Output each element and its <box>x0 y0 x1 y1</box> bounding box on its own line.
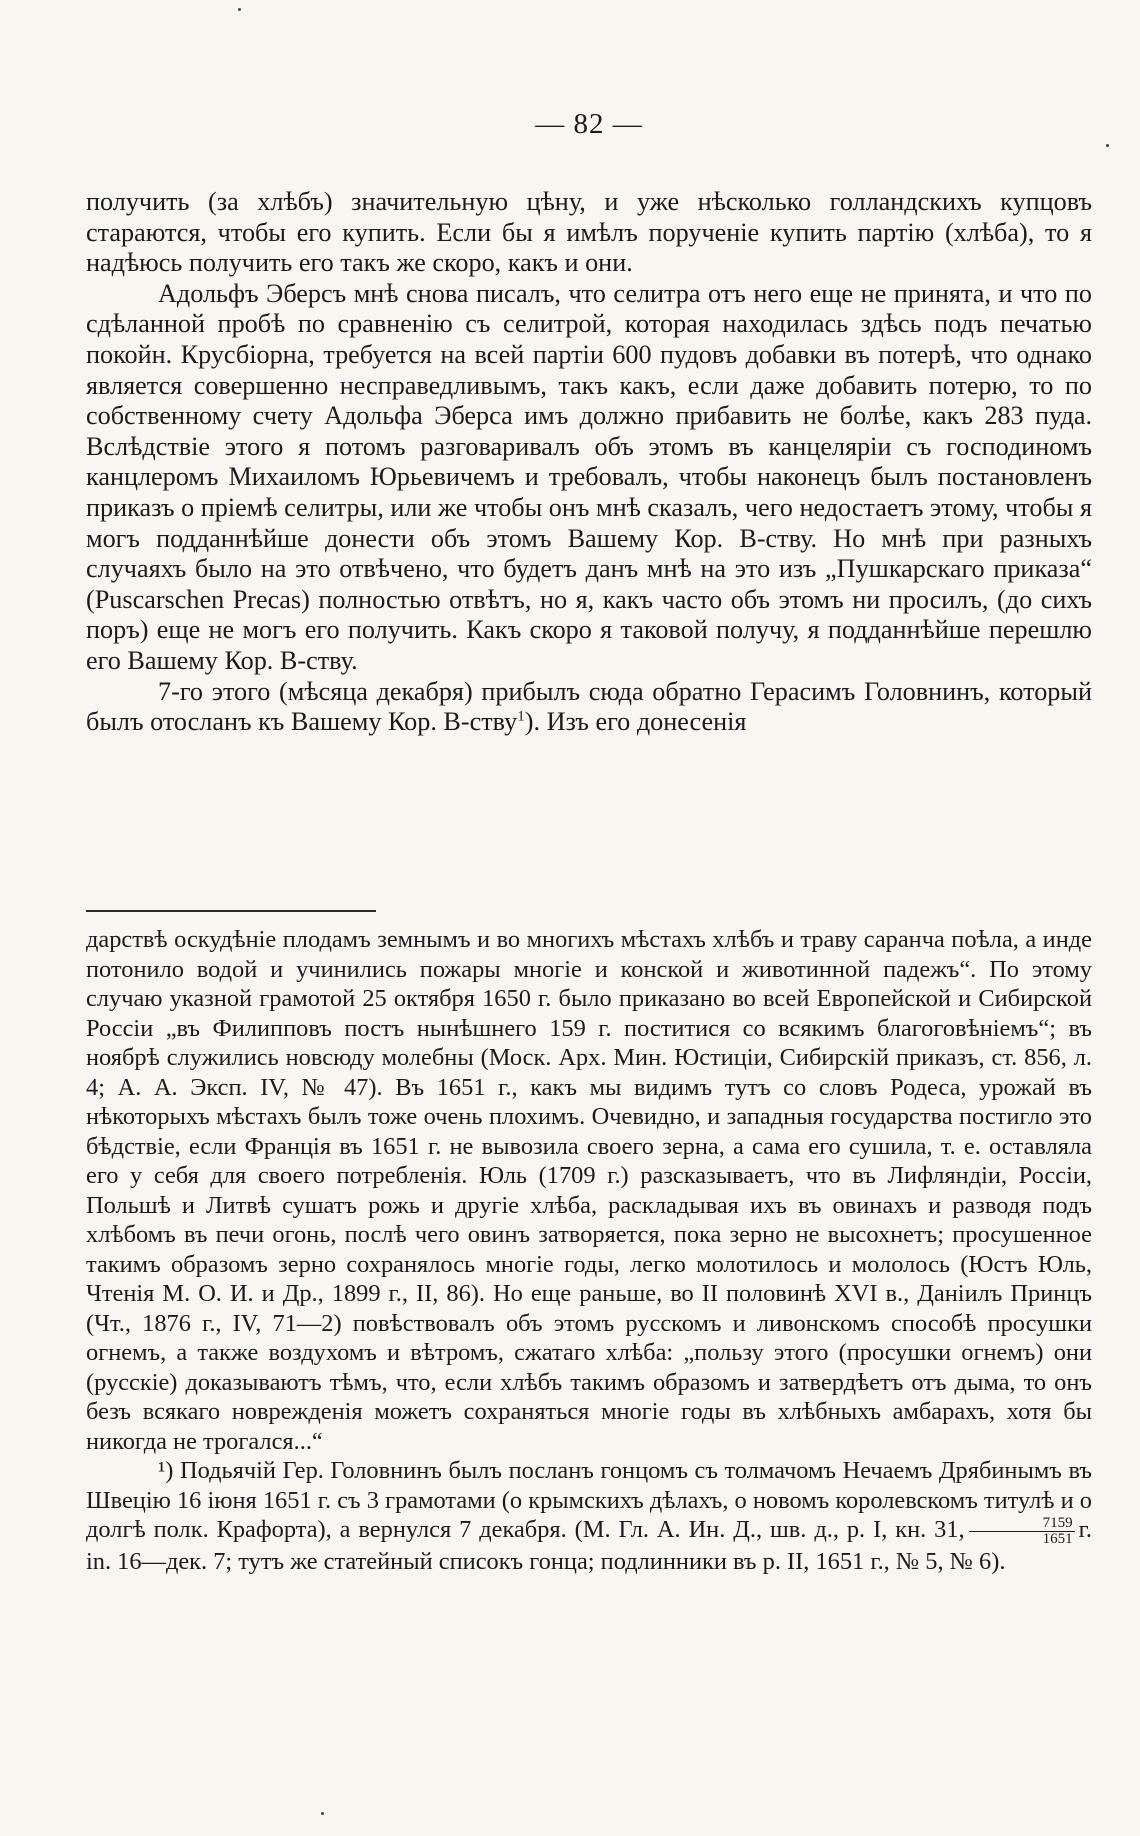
footnote-divider <box>86 910 376 912</box>
golovnin-text-end: ). Изъ его донесенія <box>524 707 747 737</box>
footnote-1 <box>86 1456 1092 1576</box>
paper-speck <box>1106 144 1109 147</box>
document-page <box>86 0 1092 1836</box>
footnote-continuation: дарствѣ оскудѣніе плодамъ земнымъ и во многихъ мѣстахъ хлѣбъ и траву саранча поѣла, а инде потонило водой и учинились пожары многіе и конской и животинной падежъ“. По этому случаю указной грамотой 25 октября 1650 г. было приказано во всей Европейской и Сибирской Россіи „въ Филипповъ постъ нынѣшнего 159 г. поститися со всякимъ благоговѣніемъ“; въ ноябрѣ служились новсюду молебны (Моск. Арх. Мин. Юстиціи, Сибирскій приказъ, ст. 856, л. 4; А. А. Эксп. IV, № 47). Въ 1651 г., какъ мы видимъ тутъ со словъ Родеса, урожай въ нѣкоторыхъ мѣстахъ былъ тоже очень плохимъ. Очевидно, и западныя государства постигло это бѣдствіе, если Франція въ 1651 г. не вывозила своего зерна, а сама его сушила, т. е. оставляла его у себя для своего потребленія. Юль (1709 г.) разсказываетъ, что въ Лифляндіи, Россіи, Польшѣ и Литвѣ сушатъ рожь и другіе хлѣба, раскладывая ихъ въ овинахъ и разводя подъ хлѣбомъ въ печи огонь, послѣ чего овинъ затворяется, пока зерно не высохнетъ; просушенное такимъ образомъ зерно сохранялось многіе годы, легко молотилось и мололось (Юстъ Юль, Чтенія М. О. И. и Др., 1899 г., II, 86). Но еще раньше, во II половинѣ XVI в., Даніилъ Принцъ (Чт., 1876 г., IV, 71—2) повѣствовалъ объ этомъ русскомъ и ливонскомъ способѣ просушки огнемъ, а также воздухомъ и вѣтромъ, сжатаго хлѣба: „пользу этого (просушки огнемъ) они (русскіе) доказываютъ тѣмъ, что, если хлѣбъ такимъ образомъ и затвердѣетъ отъ дыма, то онъ безъ всякаго новрежденія можетъ сохраняться многіе годы въ хлѣбныхъ амбарахъ, хотя бы никогда не трогался...“ <box>86 926 1092 1455</box>
paper-speck <box>321 1812 324 1815</box>
fraction-numerator: 7159 <box>969 1516 1075 1532</box>
footnote-text-end: г. in. 16—дек. 7; тутъ же статейный списокъ гонца; подлинники въ р. II, 1651 г., № 5, № 6). <box>86 1516 1092 1575</box>
footnotes <box>86 925 1092 1576</box>
footnote-text: Подьячій Гер. Головнинъ былъ посланъ гонцомъ съ толмачомъ Нечаемъ Дрябинымъ въ Швецію 16 іюня 1651 г. съ 3 грамотами (о крымскихъ дѣлахъ, о новомъ королевскомъ титулѣ и о долгѣ полк. Крафорта), а вернулся 7 декабря. (М. Гл. А. Ин. Д., шв. д., р. I, кн. 31, <box>86 1457 1092 1543</box>
archive-fraction <box>969 1516 1075 1547</box>
paper-speck <box>238 8 241 11</box>
footnote-reference[interactable]: 1 <box>517 708 525 725</box>
main-text <box>86 187 1092 738</box>
paragraph-golovnin-arrival <box>86 677 1092 738</box>
paragraph-adolf-ebers: Адольфъ Эберсъ мнѣ снова писалъ, что селитра отъ него еще не принята, и что по сдѣланной пробѣ по сравненію съ селитрой, которая находилась здѣсь подъ печатью покойн. Крусбіорна, требуется на всей партіи 600 пудовъ добавки въ потерѣ, что однако является совершенно несправедливымъ, такъ какъ, если даже добавить потерю, то по собственному счету Адольфа Эберса имъ должно прибавить не болѣе, какъ 283 пуда. Вслѣдствіе этого я потомъ разговаривалъ объ этомъ въ канцеляріи съ господиномъ канцлеромъ Михаиломъ Юрьевичемъ и требовалъ, чтобы наконецъ былъ постановленъ приказъ о пріемѣ селитры, или же чтобы онъ мнѣ сказалъ, чего недостаетъ этому, чтобы я могъ подданнѣйше донести объ этомъ Вашему Кор. В-ству. Но мнѣ при разныхъ случаяхъ было на это отвѣчено, что будетъ данъ мнѣ на это изъ „Пушкарскаго приказа“ (Puscarschen Precas) полностью отвѣтъ, но я, какъ часто объ этомъ ни просилъ, (до сихъ поръ) еще не могъ его получить. Какъ скоро я таковой получу, я подданнѣйше перешлю его Вашему Кор. В-ству. <box>86 278 1092 675</box>
fraction-denominator: 1651 <box>1042 1530 1073 1547</box>
golovnin-text: 7-го этого (мѣсяца декабря) прибылъ сюда обратно Герасимъ Головнинъ, который былъ отосланъ къ Вашему Кор. В-ству <box>86 676 1092 737</box>
footnote-marker: ¹) <box>158 1457 174 1484</box>
paragraph-continuation: получить (за хлѣбъ) значительную цѣну, и уже нѣсколько голландскихъ купцовъ стараются, чтобы его купить. Если бы я имѣлъ порученіе купить партію (хлѣба), то я надѣюсь получить его такъ же скоро, какъ и они. <box>86 187 1092 278</box>
page-number: — 82 — <box>535 108 643 140</box>
